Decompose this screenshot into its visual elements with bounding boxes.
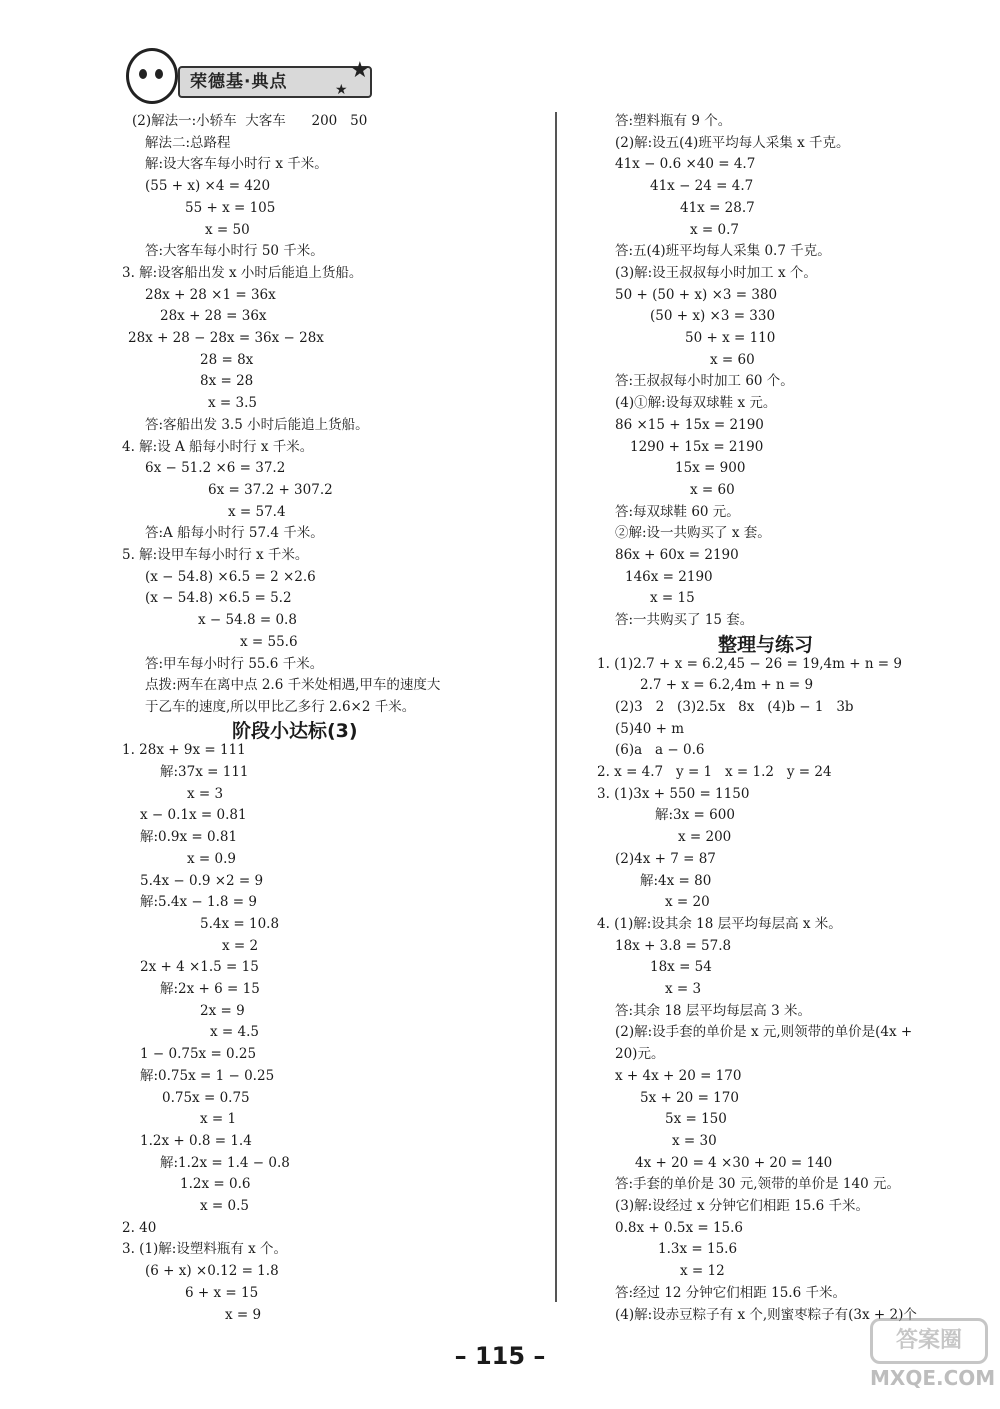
section-title-review-practice: 整理与练习 [718, 634, 814, 656]
text-line: 2.7 + x = 6.2,4m + n = 9 [640, 677, 814, 694]
column-divider [555, 112, 557, 1302]
text-line: x = 4.5 [210, 1024, 259, 1041]
text-line: 答:每双球鞋 60 元。 [615, 503, 740, 520]
text-line: 解:3x = 600 [655, 807, 735, 824]
text-line: 点拨:两车在离中点 2.6 千米处相遇,甲车的速度大 [145, 677, 441, 694]
text-line: 146x = 2190 [625, 568, 713, 585]
text-line: 15x = 900 [675, 460, 746, 477]
text-line: (3)解:设经过 x 分钟它们相距 15.6 千米。 [615, 1198, 870, 1214]
logo-text: 荣德基·典点 [178, 66, 372, 98]
text-line: 6 + x = 15 [185, 1284, 259, 1301]
text-line: 答:客船出发 3.5 小时后能追上货船。 [145, 416, 369, 433]
text-line: 答:王叔叔每小时加工 60 个。 [615, 373, 794, 390]
text-line: 3. (1)解:设塑料瓶有 x 个。 [122, 1241, 288, 1258]
text-line: x = 9 [225, 1306, 262, 1323]
text-line: x = 3.5 [208, 395, 257, 412]
text-line: 20)元。 [615, 1046, 665, 1063]
text-line: 1. (1)2.7 + x = 6.2,45 − 26 = 19,4m + n = 9 [597, 655, 903, 672]
text-line: x = 2 [222, 937, 259, 954]
text-line: (4)解:设赤豆粽子有 x 个,则蜜枣粽子有(3x + 2)个 [615, 1306, 917, 1323]
text-line: 解:4x = 80 [640, 872, 712, 889]
text-line: 2x = 9 [200, 1002, 245, 1019]
text-line: 6x − 51.2 ×6 = 37.2 [145, 460, 286, 477]
text-line: 答:塑料瓶有 9 个。 [615, 113, 732, 129]
text-line: 解:37x = 111 [160, 764, 249, 780]
publisher-logo [120, 48, 370, 110]
watermark-url: MXQE.COM [870, 1366, 996, 1390]
text-line: 41x − 0.6 ×40 = 4.7 [615, 156, 756, 173]
text-line: 3. (1)3x + 550 = 1150 [597, 785, 750, 802]
text-line: (6)a a − 0.6 [615, 742, 705, 759]
text-line: 55 + x = 105 [185, 199, 276, 216]
text-line: 解:5.4x − 1.8 = 9 [140, 894, 257, 911]
text-line: x = 1 [200, 1111, 237, 1128]
text-line: 28 = 8x [200, 351, 254, 368]
text-line: (2)解:设五(4)班平均每人采集 x 千克。 [615, 134, 850, 151]
page-number: – 115 – [454, 1342, 546, 1370]
text-line: 5x = 150 [665, 1111, 727, 1128]
text-line: 解法二:总路程 [145, 134, 231, 151]
text-line: 5.4x − 0.9 ×2 = 9 [140, 872, 264, 889]
mascot-icon [126, 48, 178, 104]
text-line: x = 57.4 [228, 503, 286, 520]
text-line: 答:其余 18 层平均每层高 3 米。 [615, 1002, 811, 1019]
text-line: 18x = 54 [650, 959, 712, 976]
text-line: (2)3 2 (3)2.5x 8x (4)b − 1 3b [615, 698, 854, 715]
text-line: 解:2x + 6 = 15 [160, 981, 260, 997]
text-line: 28x + 28 ×1 = 36x [145, 286, 276, 303]
text-line: (55 + x) ×4 = 420 [145, 178, 271, 195]
text-line: x = 60 [690, 481, 735, 498]
text-line: 0.8x + 0.5x = 15.6 [615, 1219, 744, 1236]
text-line: 答:手套的单价是 30 元,领带的单价是 140 元。 [615, 1176, 900, 1193]
text-line: 41x = 28.7 [680, 199, 755, 216]
text-line: 3. 解:设客船出发 x 小时后能追上货船。 [122, 264, 363, 281]
text-line: x = 12 [680, 1263, 725, 1280]
text-line: 答:经过 12 分钟它们相距 15.6 千米。 [615, 1284, 846, 1301]
text-line: 5x + 20 = 170 [640, 1089, 739, 1106]
text-line: (4)①解:设每双球鞋 x 元。 [615, 395, 777, 412]
text-line: (2)解法一:小轿车 大客车 200 50 [132, 113, 368, 129]
text-line: x − 0.1x = 0.81 [140, 807, 247, 824]
text-line: x = 0.9 [187, 850, 236, 867]
site-watermark [870, 1318, 996, 1398]
text-line: 于乙车的速度,所以甲比乙多行 2.6×2 千米。 [145, 698, 416, 715]
text-line: 1.3x = 15.6 [658, 1241, 738, 1258]
text-line: x = 30 [672, 1132, 717, 1149]
text-line: 6x = 37.2 + 307.2 [208, 481, 333, 498]
text-line: x = 0.5 [200, 1198, 249, 1214]
text-line: ②解:设一共购买了 x 套。 [615, 525, 771, 542]
text-line: x = 3 [665, 981, 702, 997]
text-line: 1.2x = 0.6 [180, 1176, 251, 1193]
text-line: (50 + x) ×3 = 330 [650, 308, 776, 325]
text-line: x − 54.8 = 0.8 [198, 612, 297, 629]
text-line: x = 60 [710, 351, 755, 368]
text-line: 4x + 20 = 4 ×30 + 20 = 140 [635, 1154, 833, 1171]
section-title-stage-test: 阶段小达标(3) [232, 720, 358, 742]
text-line: 答:一共购买了 15 套。 [615, 612, 754, 629]
text-line: x = 200 [678, 829, 732, 846]
text-line: 8x = 28 [200, 373, 254, 390]
text-line: 86x + 60x = 2190 [615, 547, 739, 563]
text-line: x = 3 [187, 785, 224, 802]
text-line: x = 15 [650, 590, 695, 607]
text-line: 41x − 24 = 4.7 [650, 178, 754, 195]
text-line: 答:五(4)班平均每人采集 0.7 千克。 [615, 243, 831, 260]
text-line: 答:甲车每小时行 55.6 千米。 [145, 655, 324, 672]
text-line: 1. 28x + 9x = 111 [122, 742, 246, 759]
text-line: x = 50 [205, 221, 250, 238]
text-line: 5.4x = 10.8 [200, 915, 280, 932]
text-line: x = 0.7 [690, 221, 739, 238]
text-line: (6 + x) ×0.12 = 1.8 [145, 1263, 279, 1280]
text-line: 28x + 28 − 28x = 36x − 28x [128, 330, 324, 346]
text-line: 86 ×15 + 15x = 2190 [615, 416, 764, 433]
text-line: (3)解:设王叔叔每小时加工 x 个。 [615, 264, 817, 281]
text-line: 2. 40 [122, 1219, 157, 1236]
text-line: 0.75x = 0.75 [162, 1089, 250, 1106]
text-line: 2x + 4 ×1.5 = 15 [140, 959, 259, 976]
text-line: 5. 解:设甲车每小时行 x 千米。 [122, 547, 309, 563]
text-line: 50 + (50 + x) ×3 = 380 [615, 286, 778, 303]
text-line: (x − 54.8) ×6.5 = 5.2 [145, 590, 292, 607]
text-line: 答:A 船每小时行 57.4 千米。 [145, 525, 324, 542]
text-line: 18x + 3.8 = 57.8 [615, 937, 732, 954]
text-line: 解:0.75x = 1 − 0.25 [140, 1067, 275, 1084]
text-line: 解:0.9x = 0.81 [140, 829, 238, 846]
text-line: 4. (1)解:设其余 18 层平均每层高 x 米。 [597, 915, 842, 932]
text-line: 50 + x = 110 [685, 330, 776, 346]
text-line: 答:大客车每小时行 50 千米。 [145, 243, 324, 260]
text-line: 1 − 0.75x = 0.25 [140, 1046, 257, 1063]
text-line: x + 4x + 20 = 170 [615, 1067, 742, 1084]
star-icon: ★ [350, 58, 370, 83]
text-line: (5)40 + m [615, 720, 684, 737]
text-line: x = 20 [665, 894, 710, 911]
text-line: x = 55.6 [240, 633, 298, 650]
text-line: 28x + 28 = 36x [160, 308, 267, 325]
text-line: 1290 + 15x = 2190 [630, 438, 764, 455]
text-line: (2)解:设手套的单价是 x 元,则领带的单价是(4x + [615, 1024, 913, 1041]
text-line: (x − 54.8) ×6.5 = 2 ×2.6 [145, 568, 316, 585]
star-icon: ★ [335, 82, 348, 98]
text-line: 2. x = 4.7 y = 1 x = 1.2 y = 24 [597, 764, 832, 780]
text-line: 解:设大客车每小时行 x 千米。 [145, 156, 328, 173]
text-line: 4. 解:设 A 船每小时行 x 千米。 [122, 438, 314, 455]
text-line: (2)4x + 7 = 87 [615, 850, 716, 867]
text-line: 1.2x + 0.8 = 1.4 [140, 1132, 252, 1149]
watermark-logo: 答案圈 [870, 1318, 988, 1364]
text-line: 解:1.2x = 1.4 − 0.8 [160, 1154, 290, 1171]
